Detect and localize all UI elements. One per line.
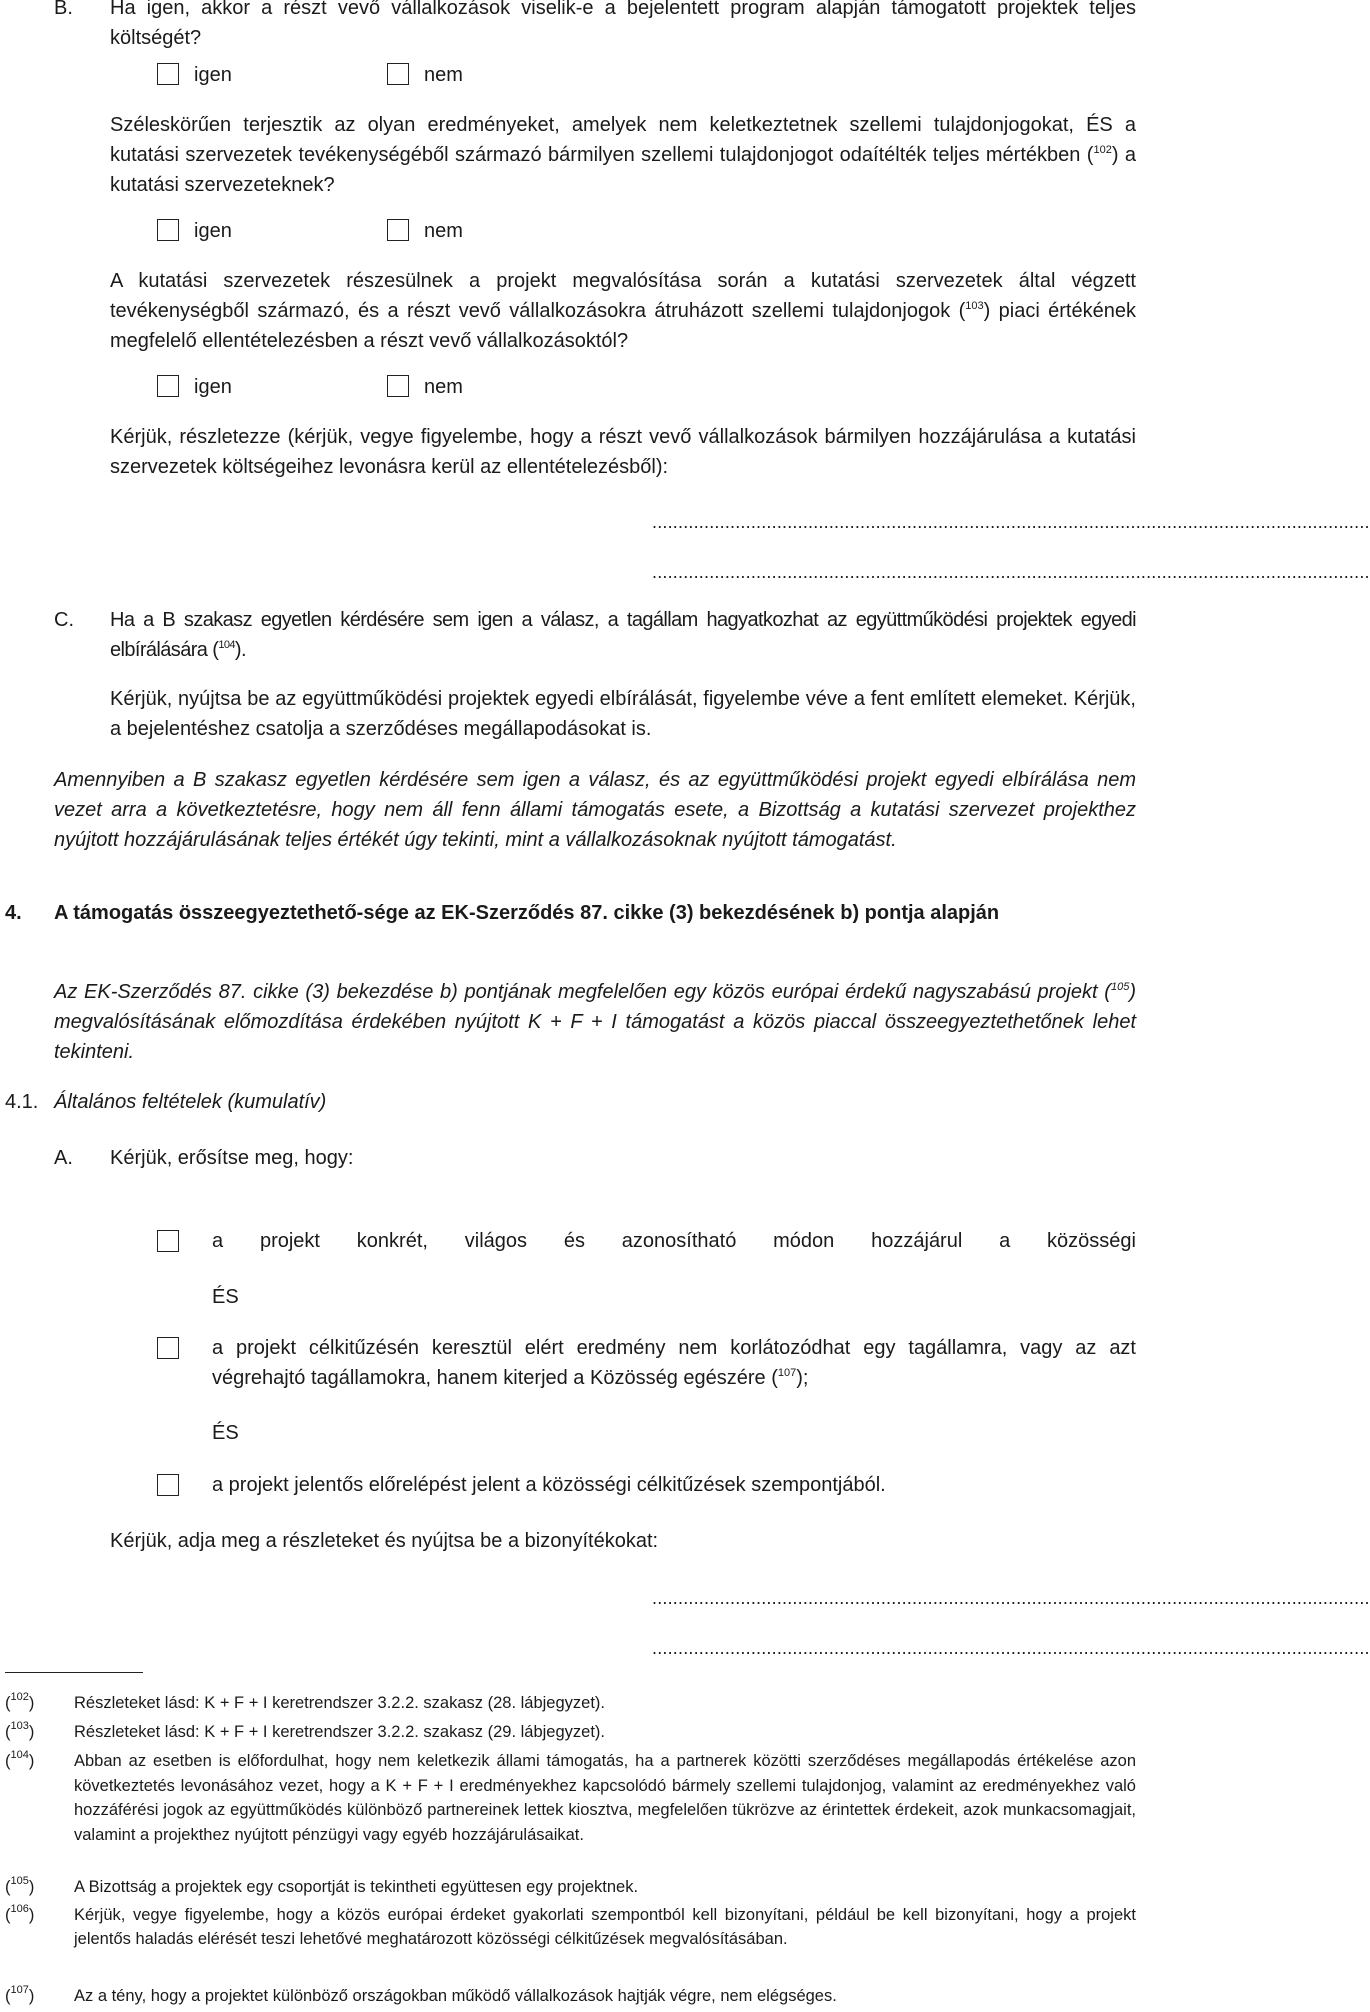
q3-no-label: nem	[424, 376, 463, 398]
footnote-ref-102[interactable]: 102	[1093, 144, 1112, 156]
footnote-number: ($^{105}$)	[5, 1875, 35, 1896]
q2-yes-label: igen	[194, 220, 232, 242]
section-4-intro-b: ) megvalósításának előmozdítása érdekében nyújtott K + F + I támogatást a közös piaccal összeegyeztethetőnek lehet tekinteni.	[54, 981, 1136, 1063]
details-request: Kérjük, részletezze (kérjük, vegye figyelembe, hogy a részt vevő vállalkozások bármilyen hozzájárulása a kutatási szervezetek költségeihez levonásra kerül az ellentételezésből):	[110, 426, 1136, 478]
q2-no-label: nem	[424, 220, 463, 242]
question-3-text-b: ) piaci értékének megfelelő ellentételezésben a részt vevő vállalkozásoktól?	[110, 300, 1136, 352]
condition-1-checkbox[interactable]	[157, 1230, 179, 1252]
condition-2-text-b: );	[796, 1367, 809, 1389]
section-b-letter: B.	[54, 0, 73, 19]
footnote-text: A Bizottság a projektek egy csoportját is tekintheti együttesen egy projektnek.	[74, 1878, 639, 1896]
footnote-number: ($^{107}$)	[5, 1984, 35, 2005]
evidence-line-2[interactable]: ..........................................................................................................................................	[652, 1638, 1370, 1658]
section-c-letter: C.	[54, 609, 74, 631]
section-c-text-a: Ha a B szakasz egyetlen kérdésére sem igen a válasz, a tagállam hagyatkozhat az együttműködési projektek egyedi elbírálására (	[110, 609, 1136, 661]
q3-yes-checkbox[interactable]	[157, 375, 179, 397]
section-4-number: 4.	[5, 902, 22, 924]
footnote-ref-104[interactable]: 104	[218, 639, 235, 651]
footnote-number-value: 107	[10, 1984, 29, 1996]
footnote-number: ($^{103}$)	[5, 1720, 35, 1741]
and-label-2: ÉS	[212, 1422, 239, 1444]
condition-3-text: a projekt jelentős előrelépést jelent a közösségi célkitűzések szempontjából.	[212, 1474, 886, 1496]
question-3	[110, 266, 1136, 356]
question-1-text: Ha igen, akkor a részt vevő vállalkozások viselik-e a bejelentett program alapján támogatott projektek teljes költségét?	[110, 0, 1136, 49]
q1-yes-label: igen	[194, 64, 232, 86]
q2-no-checkbox[interactable]	[387, 219, 409, 241]
q2-yes-checkbox[interactable]	[157, 219, 179, 241]
section-4-heading: A támogatás összeegyeztethető-sége az EK-Szerződés 87. cikke (3) bekezdésének b) pontja alapján	[54, 902, 1000, 924]
question-2-text-b: ) a kutatási szervezeteknek?	[110, 144, 1137, 196]
q1-yes-checkbox[interactable]	[157, 63, 179, 85]
italic-note: Amennyiben a B szakasz egyetlen kérdésére sem igen a válasz, és az együttműködési projekt egyedi elbírálása nem vezet arra a következtetésre, hogy nem áll fenn állami támogatás esete, a Bizottság a kutatási szervezet projekthez nyújtott hozzájárulásának teljes értékét úgy tekinti, mint a vállalkozásoknak nyújtott támogatást.	[54, 769, 1136, 851]
answer-line-1[interactable]: ..........................................................................................................................................	[652, 512, 1370, 532]
section-c-text	[110, 605, 1136, 665]
footnote-ref-107[interactable]: 107	[777, 1367, 797, 1379]
section-4-intro	[54, 977, 1136, 1067]
q3-yes-label: igen	[194, 376, 232, 398]
footnote-text: Részleteket lásd: K + F + I keretrendszer 3.2.2. szakasz (28. lábjegyzet).	[74, 1694, 605, 1712]
footnote-number: ($^{102}$)	[5, 1691, 35, 1712]
section-41-number: 4.1.	[5, 1091, 39, 1113]
confirm-text: Kérjük, erősítse meg, hogy:	[110, 1147, 354, 1169]
footnote-number-value: 103	[10, 1720, 29, 1732]
and-label-1: ÉS	[212, 1286, 239, 1308]
footnote-number-value: 106	[10, 1903, 29, 1915]
footnote-ref-105[interactable]: 105	[1110, 981, 1130, 993]
footnote-number: ($^{104}$)	[5, 1749, 35, 1770]
section-c-text-b: ).	[234, 639, 246, 661]
condition-2-text	[212, 1333, 1136, 1393]
question-2-text-a: Széleskörűen terjesztik az olyan eredményeket, amelyek nem keletkeztetnek szellemi tulajdonjogokat, ÉS a kutatási szervezetek tevékenységéből származó bármilyen szellemi tulajdonjogot odaítélték teljes mértékben (	[110, 114, 1136, 166]
q1-no-label: nem	[424, 64, 463, 86]
q3-no-checkbox[interactable]	[387, 375, 409, 397]
footnote-number-value: 105	[10, 1875, 29, 1887]
section-c-request: Kérjük, nyújtsa be az együttműködési projektek egyedi elbírálását, figyelembe véve a fent említett elemeket. Kérjük, a bejelentéshez csatolja a szerződéses megállapodásokat is.	[110, 688, 1136, 740]
condition-3-checkbox[interactable]	[157, 1474, 179, 1496]
footnote-ref-103[interactable]: 103	[965, 300, 984, 312]
evidence-line-1[interactable]: ..........................................................................................................................................	[652, 1588, 1370, 1608]
footnote-text: Kérjük, vegye figyelembe, hogy a közös európai érdeket gyakorlati szempontból kell bizonyítani, például be kell bizonyítani, hogy a projekt jelentős haladás elérését teszi lehetővé meghatározott közösségi célkitűzések megvalósításában.	[74, 1906, 1136, 1948]
sub-a-letter: A.	[54, 1147, 73, 1169]
footnote-text: Abban az esetben is előfordulhat, hogy nem keletkezik állami támogatás, ha a partnerek közötti szerződéses megállapodás értékelése azon következtetés levonásához vezet, hogy a K + F + I eredményekhez kapcsolódó bármely szellemi tulajdonjog, valamint az eredményekhez való hozzáférési jogok az együttműködés különböző partnereinek lettek kiosztva, megfelelően tükrözve az érintettek érdekeit, azok munkacsomagjait, valamint a projekthez nyújtott pénzügyi vagy egyéb hozzájárulásaikat.	[74, 1752, 1136, 1844]
section-41-heading: Általános feltételek (kumulatív)	[54, 1091, 327, 1113]
condition-2-text-a: a projekt célkitűzésén keresztül elért eredmény nem korlátozódhat egy tagállamra, vagy az azt végrehajtó tagállamokra, hanem kiterjed a Közösség egészére (	[212, 1337, 1136, 1389]
footnote-separator	[5, 1672, 143, 1673]
footnote-number-value: 102	[10, 1691, 29, 1703]
condition-1-text: a projekt konkrét, világos és azonosítható módon hozzájárul a közösségi	[212, 1230, 1136, 1252]
q1-no-checkbox[interactable]	[387, 63, 409, 85]
answer-line-2[interactable]: ..........................................................................................................................................	[652, 562, 1370, 582]
question-1	[110, 0, 1136, 53]
footnote-text: Az a tény, hogy a projektet különböző országokban működő vállalkozások hajtják végre, nem elégséges.	[74, 1987, 837, 2005]
footnote-number-value: 104	[10, 1749, 29, 1761]
question-3-text-a: A kutatási szervezetek részesülnek a projekt megvalósítása során a kutatási szervezetek által végzett tevékenységből származó, és a részt vevő vállalkozásokra átruházott szellemi tulajdonjogok (	[110, 270, 1136, 322]
condition-2-checkbox[interactable]	[157, 1337, 179, 1359]
footnote-text: Részleteket lásd: K + F + I keretrendszer 3.2.2. szakasz (29. lábjegyzet).	[74, 1723, 605, 1741]
evidence-request: Kérjük, adja meg a részleteket és nyújtsa be a bizonyítékokat:	[110, 1530, 659, 1552]
section-4-intro-a: Az EK-Szerződés 87. cikke (3) bekezdése b) pontjának megfelelően egy közös európai érdekű nagyszabású projekt (	[54, 981, 1111, 1003]
question-2	[110, 110, 1136, 200]
footnote-number: ($^{106}$)	[5, 1903, 35, 1924]
